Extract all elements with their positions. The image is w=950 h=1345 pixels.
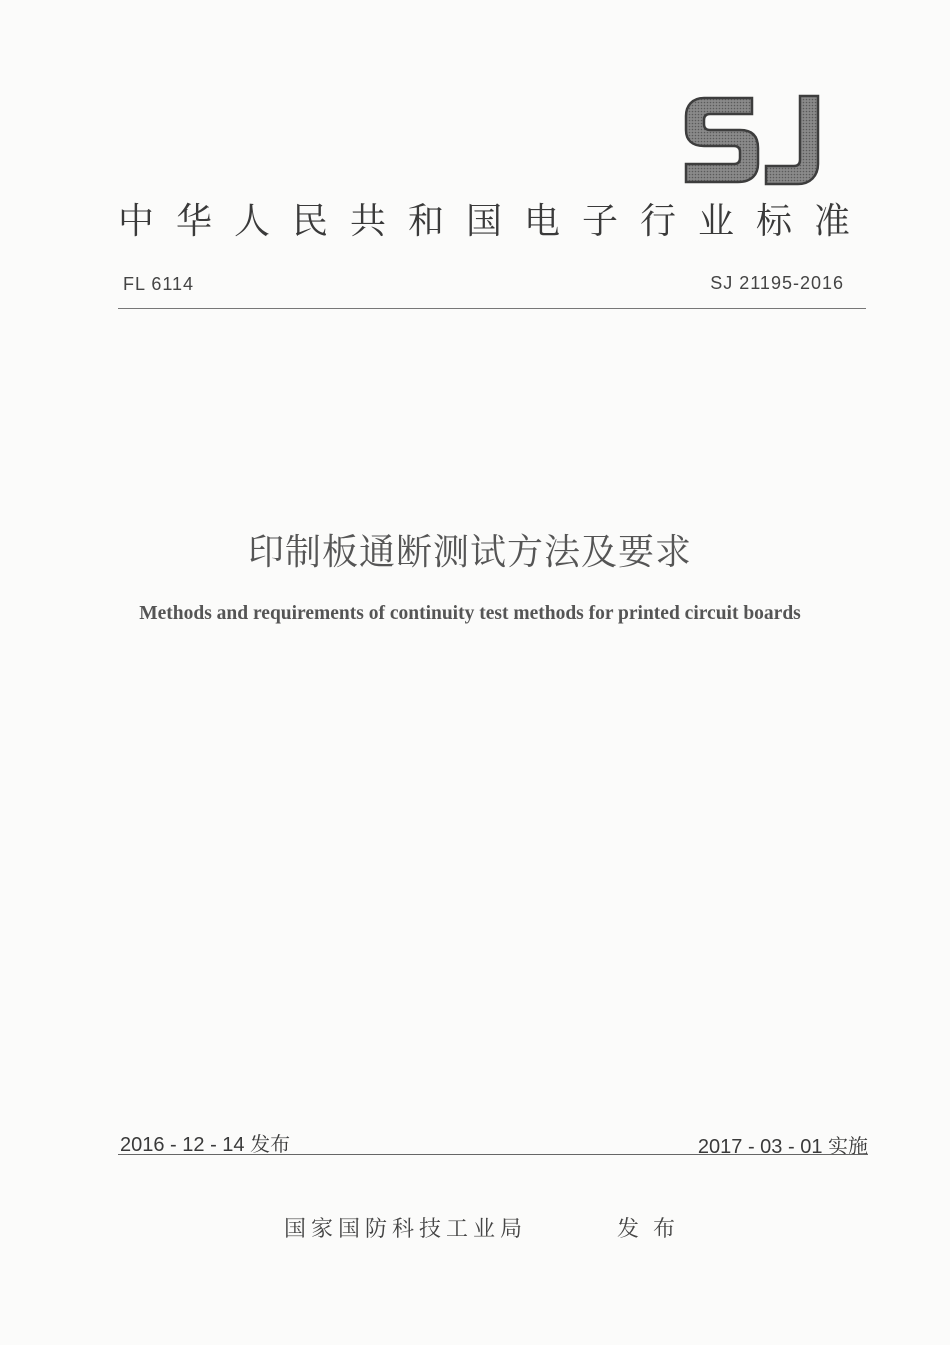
standard-number: SJ 21195-2016 [710, 273, 844, 293]
classification-code: FL 6114 [123, 274, 195, 294]
date-divider [118, 1154, 868, 1155]
english-title: Methods and requirements of continuity test methods for printed circuit boards [139, 603, 801, 624]
header-divider [118, 308, 866, 309]
logo-letter-s [686, 98, 758, 182]
sj-logo [682, 92, 824, 188]
implementation-date: 2017 - 03 - 01 实施 [697, 1136, 868, 1158]
issuing-authority: 国家国防科技工业局 [284, 1217, 528, 1242]
industry-standard-heading: 中华人民共和国电子行业标准 [118, 201, 873, 242]
sj-logo-graphic [682, 92, 824, 188]
publication-date: 2016 - 12 - 14 发布 [120, 1134, 291, 1156]
logo-letter-j [766, 96, 818, 184]
chinese-title: 印制板通断测试方法及要求 [247, 532, 692, 573]
issue-label: 发布 [617, 1217, 690, 1242]
